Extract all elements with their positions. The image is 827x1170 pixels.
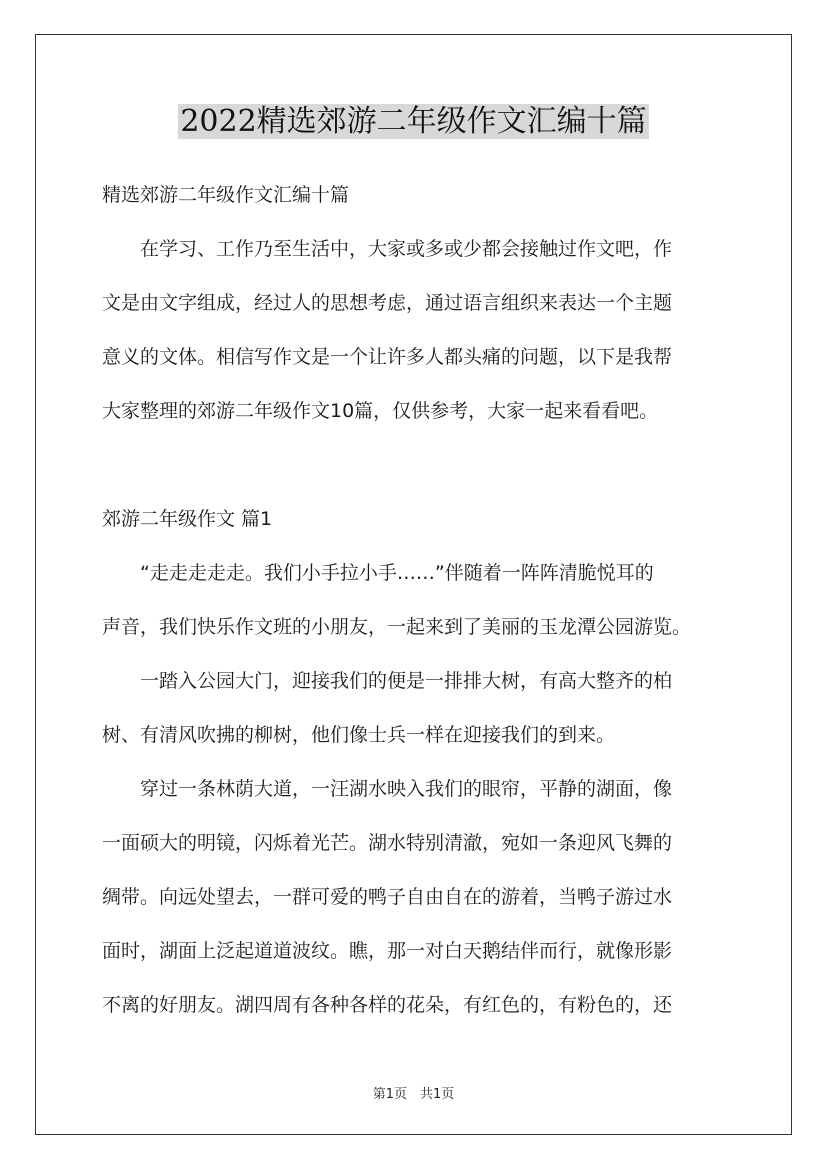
intro-line: 大家整理的郊游二年级作文10篇，仅供参考，大家一起来看看吧。 bbox=[102, 400, 659, 422]
body-line: 树、有清风吹拂的柳树，他们像士兵一样在迎接我们的到来。 bbox=[102, 724, 616, 746]
document-title bbox=[0, 100, 827, 144]
intro-line: 意义的文体。相信写作文是一个让许多人都头痛的问题，以下是我帮 bbox=[102, 346, 673, 368]
section-heading: 郊游二年级作文 篇1 bbox=[102, 508, 273, 530]
body-line: 一面硕大的明镜，闪烁着光芒。湖水特别清澈，宛如一条迎风飞舞的 bbox=[102, 832, 673, 854]
intro-line: 文是由文字组成，经过人的思想考虑，通过语言组织来表达一个主题 bbox=[102, 292, 673, 314]
body-line: 声音，我们快乐作文班的小朋友，一起来到了美丽的玉龙潭公园游览。 bbox=[102, 616, 692, 638]
document-body bbox=[102, 168, 732, 1032]
document-title-text: 2022精选郊游二年级作文汇编十篇 bbox=[180, 104, 647, 139]
page-footer bbox=[0, 1083, 827, 1102]
body-line: 面时，湖面上泛起道道波纹。瞧，那一对白天鹅结伴而行，就像形影 bbox=[102, 940, 673, 962]
paragraph-gap bbox=[102, 438, 732, 492]
body-line: “走走走走走。我们小手拉小手……”伴随着一阵阵清脆悦耳的 bbox=[102, 562, 654, 584]
body-line: 绸带。向远处望去，一群可爱的鸭子自由自在的游着，当鸭子游过水 bbox=[102, 886, 673, 908]
body-line: 穿过一条林荫大道，一汪湖水映入我们的眼帘，平静的湖面，像 bbox=[102, 778, 673, 800]
page-number: 第1页 共1页 bbox=[372, 1087, 455, 1102]
intro-line: 在学习、工作乃至生活中，大家或多或少都会接触过作文吧，作 bbox=[102, 238, 673, 260]
body-line: 一踏入公园大门，迎接我们的便是一排排大树，有高大整齐的柏 bbox=[102, 670, 673, 692]
document-subtitle: 精选郊游二年级作文汇编十篇 bbox=[102, 184, 350, 206]
body-line: 不离的好朋友。湖四周有各种各样的花朵，有红色的，有粉色的，还 bbox=[102, 994, 673, 1016]
